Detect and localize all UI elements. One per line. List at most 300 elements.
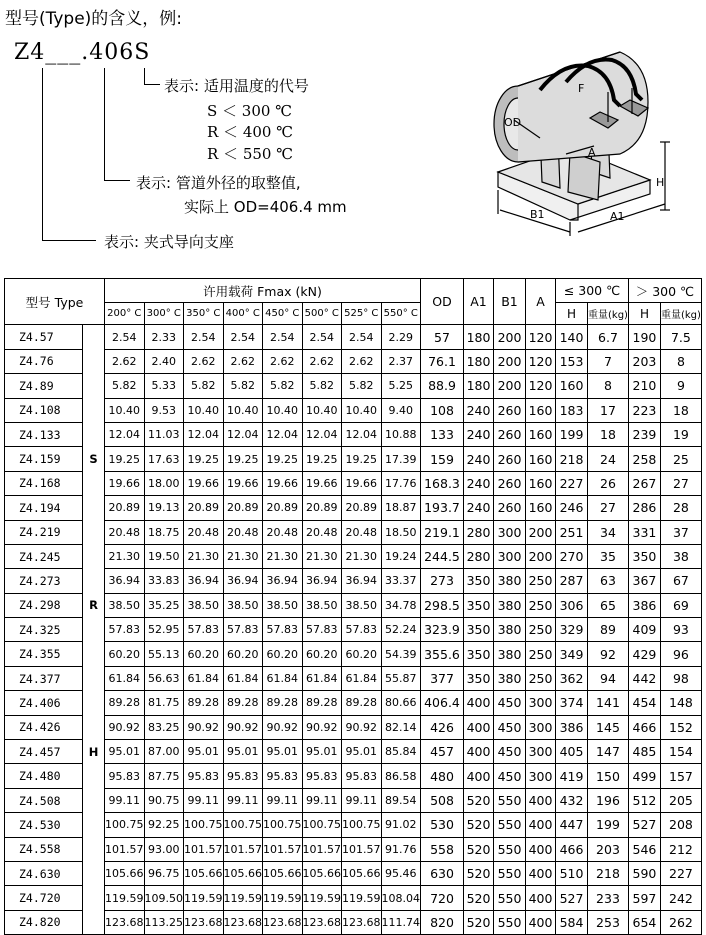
model-cell: Z4.168 <box>5 471 83 495</box>
temp-group-cell: R <box>83 593 105 617</box>
load-cell: 90.92 <box>263 715 303 739</box>
dim-cell: 260 <box>494 422 526 446</box>
load-cell: 20.89 <box>342 496 382 520</box>
model-cell: Z4.219 <box>5 520 83 544</box>
load-cell: 17.76 <box>381 471 421 495</box>
dim-cell: 520 <box>464 837 494 861</box>
dim-cell: 108 <box>421 398 464 422</box>
load-cell: 2.33 <box>144 325 184 349</box>
dim-cell: 17 <box>588 398 629 422</box>
load-cell: 19.66 <box>223 471 263 495</box>
model-cell: Z4.558 <box>5 837 83 861</box>
temp-group-cell: S <box>83 447 105 471</box>
load-cell: 85.84 <box>381 740 421 764</box>
dim-cell: 160 <box>526 398 556 422</box>
dim-cell: 367 <box>628 569 660 593</box>
dim-cell: 512 <box>628 788 660 812</box>
dim-cell: 208 <box>660 813 701 837</box>
load-cell: 81.75 <box>144 691 184 715</box>
dim-cell: 350 <box>464 569 494 593</box>
load-cell: 19.25 <box>223 447 263 471</box>
temp-code-r550: R ＜ 550 ℃ <box>207 145 294 163</box>
model-cell: Z4.457 <box>5 740 83 764</box>
load-cell: 36.94 <box>302 569 342 593</box>
load-cell: 20.89 <box>223 496 263 520</box>
leader-line <box>42 68 43 240</box>
dim-cell: 250 <box>526 593 556 617</box>
load-cell: 61.84 <box>263 666 303 690</box>
dim-cell: 300 <box>526 740 556 764</box>
dim-cell: 386 <box>628 593 660 617</box>
header-model: 型号 Type <box>5 279 105 325</box>
dim-cell: 558 <box>421 837 464 861</box>
model-cell: Z4.480 <box>5 764 83 788</box>
load-cell: 19.25 <box>105 447 145 471</box>
dim-cell: 323.9 <box>421 618 464 642</box>
dim-cell: 24 <box>588 447 629 471</box>
load-cell: 119.59 <box>302 886 342 910</box>
load-cell: 36.94 <box>184 569 224 593</box>
dim-cell: 19 <box>660 422 701 446</box>
dim-cell: 26 <box>588 471 629 495</box>
load-cell: 18.50 <box>381 520 421 544</box>
header-temp: 350° C <box>184 303 224 325</box>
dim-cell: 76.1 <box>421 349 464 373</box>
dim-cell: 27 <box>588 496 629 520</box>
dim-cell: 329 <box>556 618 588 642</box>
dim-cell: 550 <box>494 861 526 885</box>
dim-cell: 630 <box>421 861 464 885</box>
dim-cell: 140 <box>556 325 588 349</box>
load-cell: 89.28 <box>223 691 263 715</box>
table-row <box>5 618 702 642</box>
load-cell: 21.30 <box>223 544 263 568</box>
dim-cell: 350 <box>464 593 494 617</box>
load-cell: 111.74 <box>381 910 421 934</box>
dim-cell: 160 <box>526 496 556 520</box>
dim-cell: 450 <box>494 764 526 788</box>
dim-cell: 89 <box>588 618 629 642</box>
load-cell: 123.68 <box>184 910 224 934</box>
example-type-code: Z4___.406S <box>14 40 151 65</box>
dim-cell: 120 <box>526 349 556 373</box>
leader-line <box>104 68 105 180</box>
od-actual: 实际上 OD=406.4 mm <box>184 198 347 216</box>
dim-cell: 450 <box>494 715 526 739</box>
dim-cell: 180 <box>464 374 494 398</box>
table-row <box>5 886 702 910</box>
load-cell: 57.83 <box>105 618 145 642</box>
dim-cell: 447 <box>556 813 588 837</box>
load-cell: 57.83 <box>342 618 382 642</box>
load-cell: 19.13 <box>144 496 184 520</box>
load-cell: 2.40 <box>144 349 184 373</box>
od-code-label: 表示: 管道外径的取整值, <box>136 174 301 192</box>
table-row <box>5 813 702 837</box>
load-cell: 11.03 <box>144 422 184 446</box>
table-row <box>5 837 702 861</box>
model-cell: Z4.298 <box>5 593 83 617</box>
model-cell: Z4.76 <box>5 349 83 373</box>
load-cell: 87.75 <box>144 764 184 788</box>
dim-cell: 597 <box>628 886 660 910</box>
table-row <box>5 374 702 398</box>
temp-group-cell <box>83 837 105 861</box>
dim-cell: 92 <box>588 642 629 666</box>
dim-cell: 18 <box>660 398 701 422</box>
load-cell: 57.83 <box>223 618 263 642</box>
dim-cell: 258 <box>628 447 660 471</box>
dim-cell: 133 <box>421 422 464 446</box>
load-cell: 20.48 <box>184 520 224 544</box>
dim-cell: 480 <box>421 764 464 788</box>
load-cell: 12.04 <box>342 422 382 446</box>
dim-cell: 147 <box>588 740 629 764</box>
load-cell: 93.00 <box>144 837 184 861</box>
load-cell: 105.66 <box>105 861 145 885</box>
dim-cell: 160 <box>556 374 588 398</box>
load-cell: 38.50 <box>263 593 303 617</box>
dim-cell: 270 <box>556 544 588 568</box>
load-cell: 2.62 <box>302 349 342 373</box>
dim-cell: 386 <box>556 715 588 739</box>
load-cell: 19.50 <box>144 544 184 568</box>
dim-cell: 400 <box>464 715 494 739</box>
dim-cell: 240 <box>464 422 494 446</box>
table-row <box>5 642 702 666</box>
load-cell: 19.25 <box>263 447 303 471</box>
dim-cell: 120 <box>526 374 556 398</box>
dim-cell: 300 <box>494 520 526 544</box>
load-cell: 52.24 <box>381 618 421 642</box>
table-row <box>5 666 702 690</box>
load-cell: 38.50 <box>342 593 382 617</box>
header-gt300: ＞ 300 ℃ <box>628 279 701 303</box>
temp-group-cell <box>83 520 105 544</box>
model-cell: Z4.720 <box>5 886 83 910</box>
dim-cell: 260 <box>494 447 526 471</box>
dim-cell: 260 <box>494 398 526 422</box>
dim-cell: 260 <box>494 471 526 495</box>
clamp-support-drawing <box>470 42 702 242</box>
dim-cell: 240 <box>464 447 494 471</box>
load-cell: 83.25 <box>144 715 184 739</box>
dim-cell: 400 <box>526 886 556 910</box>
load-cell: 95.83 <box>342 764 382 788</box>
model-cell: Z4.508 <box>5 788 83 812</box>
model-cell: Z4.89 <box>5 374 83 398</box>
header-temp: 400° C <box>223 303 263 325</box>
dim-cell: 57 <box>421 325 464 349</box>
table-row <box>5 349 702 373</box>
leader-line <box>104 180 130 181</box>
dim-cell: 157 <box>660 764 701 788</box>
dim-cell: 377 <box>421 666 464 690</box>
load-cell: 20.48 <box>342 520 382 544</box>
dim-cell: 250 <box>526 642 556 666</box>
dim-cell: 223 <box>628 398 660 422</box>
dim-cell: 67 <box>660 569 701 593</box>
temp-code-r400: R ＜ 400 ℃ <box>207 123 294 141</box>
load-cell: 36.94 <box>105 569 145 593</box>
model-cell: Z4.530 <box>5 813 83 837</box>
dim-cell: 350 <box>464 666 494 690</box>
load-cell: 57.83 <box>184 618 224 642</box>
load-cell: 17.39 <box>381 447 421 471</box>
load-cell: 90.92 <box>184 715 224 739</box>
load-cell: 123.68 <box>342 910 382 934</box>
temp-group-cell <box>83 666 105 690</box>
dim-cell: 380 <box>494 569 526 593</box>
load-cell: 2.29 <box>381 325 421 349</box>
load-cell: 99.11 <box>263 788 303 812</box>
dim-cell: 88.9 <box>421 374 464 398</box>
load-cell: 5.82 <box>105 374 145 398</box>
dim-cell: 212 <box>660 837 701 861</box>
load-cell: 123.68 <box>263 910 303 934</box>
dim-cell: 98 <box>660 666 701 690</box>
load-cell: 90.92 <box>342 715 382 739</box>
load-cell: 35.25 <box>144 593 184 617</box>
table-row <box>5 471 702 495</box>
load-cell: 95.83 <box>302 764 342 788</box>
temp-group-cell <box>83 374 105 398</box>
dim-cell: 239 <box>628 422 660 446</box>
dim-cell: 286 <box>628 496 660 520</box>
load-cell: 60.20 <box>105 642 145 666</box>
load-cell: 101.57 <box>302 837 342 861</box>
load-cell: 12.04 <box>184 422 224 446</box>
dim-cell: 520 <box>464 861 494 885</box>
header-temp: 200° C <box>105 303 145 325</box>
dim-cell: 298.5 <box>421 593 464 617</box>
dim-cell: 520 <box>464 886 494 910</box>
dim-cell: 120 <box>526 325 556 349</box>
load-cell: 90.92 <box>105 715 145 739</box>
model-cell: Z4.426 <box>5 715 83 739</box>
dim-cell: 550 <box>494 788 526 812</box>
dim-cell: 200 <box>494 349 526 373</box>
load-cell: 20.48 <box>263 520 303 544</box>
specification-table <box>4 278 702 935</box>
load-cell: 99.11 <box>105 788 145 812</box>
load-cell: 54.39 <box>381 642 421 666</box>
load-cell: 18.00 <box>144 471 184 495</box>
load-cell: 89.28 <box>342 691 382 715</box>
dim-cell: 406.4 <box>421 691 464 715</box>
load-cell: 33.37 <box>381 569 421 593</box>
dim-cell: 218 <box>588 861 629 885</box>
model-cell: Z4.108 <box>5 398 83 422</box>
load-cell: 10.40 <box>302 398 342 422</box>
model-cell: Z4.325 <box>5 618 83 642</box>
load-cell: 9.40 <box>381 398 421 422</box>
dim-cell: 7 <box>588 349 629 373</box>
table-row <box>5 325 702 349</box>
load-cell: 5.82 <box>302 374 342 398</box>
dim-cell: 520 <box>464 910 494 934</box>
dim-cell: 94 <box>588 666 629 690</box>
load-cell: 89.28 <box>105 691 145 715</box>
dim-cell: 251 <box>556 520 588 544</box>
load-cell: 95.83 <box>105 764 145 788</box>
load-cell: 21.30 <box>105 544 145 568</box>
header-a: A <box>526 279 556 325</box>
load-cell: 80.66 <box>381 691 421 715</box>
dim-cell: 546 <box>628 837 660 861</box>
load-cell: 89.28 <box>184 691 224 715</box>
load-cell: 55.87 <box>381 666 421 690</box>
table-row <box>5 910 702 934</box>
dim-cell: 654 <box>628 910 660 934</box>
load-cell: 36.94 <box>263 569 303 593</box>
load-cell: 105.66 <box>223 861 263 885</box>
load-cell: 19.66 <box>342 471 382 495</box>
load-cell: 99.11 <box>342 788 382 812</box>
dim-cell: 250 <box>526 618 556 642</box>
load-cell: 105.66 <box>302 861 342 885</box>
load-cell: 20.89 <box>105 496 145 520</box>
load-cell: 52.95 <box>144 618 184 642</box>
table-row <box>5 544 702 568</box>
dim-cell: 350 <box>464 618 494 642</box>
load-cell: 2.62 <box>223 349 263 373</box>
load-cell: 90.92 <box>223 715 263 739</box>
load-cell: 57.83 <box>302 618 342 642</box>
load-cell: 91.02 <box>381 813 421 837</box>
dim-cell: 148 <box>660 691 701 715</box>
dim-cell: 720 <box>421 886 464 910</box>
table-row <box>5 447 702 471</box>
dim-cell: 203 <box>588 837 629 861</box>
dim-cell: 380 <box>494 593 526 617</box>
load-cell: 105.66 <box>184 861 224 885</box>
load-cell: 95.01 <box>263 740 303 764</box>
dim-cell: 400 <box>526 861 556 885</box>
load-cell: 2.54 <box>223 325 263 349</box>
dim-cell: 193.7 <box>421 496 464 520</box>
model-cell: Z4.245 <box>5 544 83 568</box>
table-row <box>5 740 702 764</box>
load-cell: 19.66 <box>302 471 342 495</box>
load-cell: 96.75 <box>144 861 184 885</box>
dim-cell: 69 <box>660 593 701 617</box>
load-cell: 12.04 <box>223 422 263 446</box>
load-cell: 20.89 <box>263 496 303 520</box>
dim-cell: 18 <box>588 422 629 446</box>
load-cell: 36.94 <box>342 569 382 593</box>
load-cell: 21.30 <box>263 544 303 568</box>
dim-cell: 200 <box>526 520 556 544</box>
dim-cell: 400 <box>464 691 494 715</box>
temp-group-cell: H <box>83 740 105 764</box>
load-cell: 2.62 <box>105 349 145 373</box>
load-cell: 10.40 <box>184 398 224 422</box>
table-row <box>5 569 702 593</box>
dim-cell: 550 <box>494 910 526 934</box>
dim-cell: 34 <box>588 520 629 544</box>
dim-cell: 25 <box>660 447 701 471</box>
header-b1: B1 <box>494 279 526 325</box>
load-cell: 21.30 <box>302 544 342 568</box>
load-cell: 21.30 <box>342 544 382 568</box>
load-cell: 10.40 <box>223 398 263 422</box>
load-cell: 60.20 <box>263 642 303 666</box>
leader-line <box>144 68 145 84</box>
dim-cell: 450 <box>494 691 526 715</box>
dim-cell: 510 <box>556 861 588 885</box>
dim-cell: 37 <box>660 520 701 544</box>
header-a1: A1 <box>464 279 494 325</box>
dim-cell: 466 <box>628 715 660 739</box>
dim-cell: 160 <box>526 422 556 446</box>
load-cell: 20.48 <box>302 520 342 544</box>
dim-cell: 250 <box>526 569 556 593</box>
dim-cell: 280 <box>464 544 494 568</box>
load-cell: 95.01 <box>342 740 382 764</box>
dim-cell: 419 <box>556 764 588 788</box>
load-cell: 113.25 <box>144 910 184 934</box>
load-cell: 5.82 <box>342 374 382 398</box>
dim-cell: 240 <box>464 496 494 520</box>
dim-cell: 27 <box>660 471 701 495</box>
model-cell: Z4.194 <box>5 496 83 520</box>
load-cell: 95.01 <box>184 740 224 764</box>
dim-cell: 242 <box>660 886 701 910</box>
dim-cell: 454 <box>628 691 660 715</box>
load-cell: 105.66 <box>263 861 303 885</box>
header-le300: ≤ 300 ℃ <box>556 279 629 303</box>
load-cell: 38.50 <box>302 593 342 617</box>
load-cell: 95.46 <box>381 861 421 885</box>
load-cell: 19.25 <box>302 447 342 471</box>
dim-cell: 180 <box>464 349 494 373</box>
header-h-gt300: H <box>628 303 660 325</box>
load-cell: 57.83 <box>263 618 303 642</box>
load-cell: 89.28 <box>263 691 303 715</box>
load-cell: 95.83 <box>184 764 224 788</box>
dim-cell: 405 <box>556 740 588 764</box>
load-cell: 61.84 <box>302 666 342 690</box>
dim-cell: 550 <box>494 837 526 861</box>
load-cell: 17.63 <box>144 447 184 471</box>
dim-cell: 153 <box>556 349 588 373</box>
dim-cell: 287 <box>556 569 588 593</box>
load-cell: 61.84 <box>105 666 145 690</box>
load-cell: 86.58 <box>381 764 421 788</box>
dim-cell: 210 <box>628 374 660 398</box>
dim-cell: 527 <box>628 813 660 837</box>
load-cell: 101.57 <box>184 837 224 861</box>
temp-group-cell <box>83 861 105 885</box>
dim-cell: 457 <box>421 740 464 764</box>
dim-cell: 409 <box>628 618 660 642</box>
dim-cell: 199 <box>588 813 629 837</box>
load-cell: 95.83 <box>263 764 303 788</box>
load-cell: 123.68 <box>302 910 342 934</box>
model-cell: Z4.377 <box>5 666 83 690</box>
leader-line <box>144 84 160 85</box>
table-row <box>5 520 702 544</box>
model-cell: Z4.820 <box>5 910 83 934</box>
load-cell: 60.20 <box>302 642 342 666</box>
table-row <box>5 788 702 812</box>
load-cell: 12.04 <box>105 422 145 446</box>
load-cell: 2.62 <box>263 349 303 373</box>
dim-cell: 6.7 <box>588 325 629 349</box>
dim-cell: 350 <box>628 544 660 568</box>
load-cell: 19.24 <box>381 544 421 568</box>
